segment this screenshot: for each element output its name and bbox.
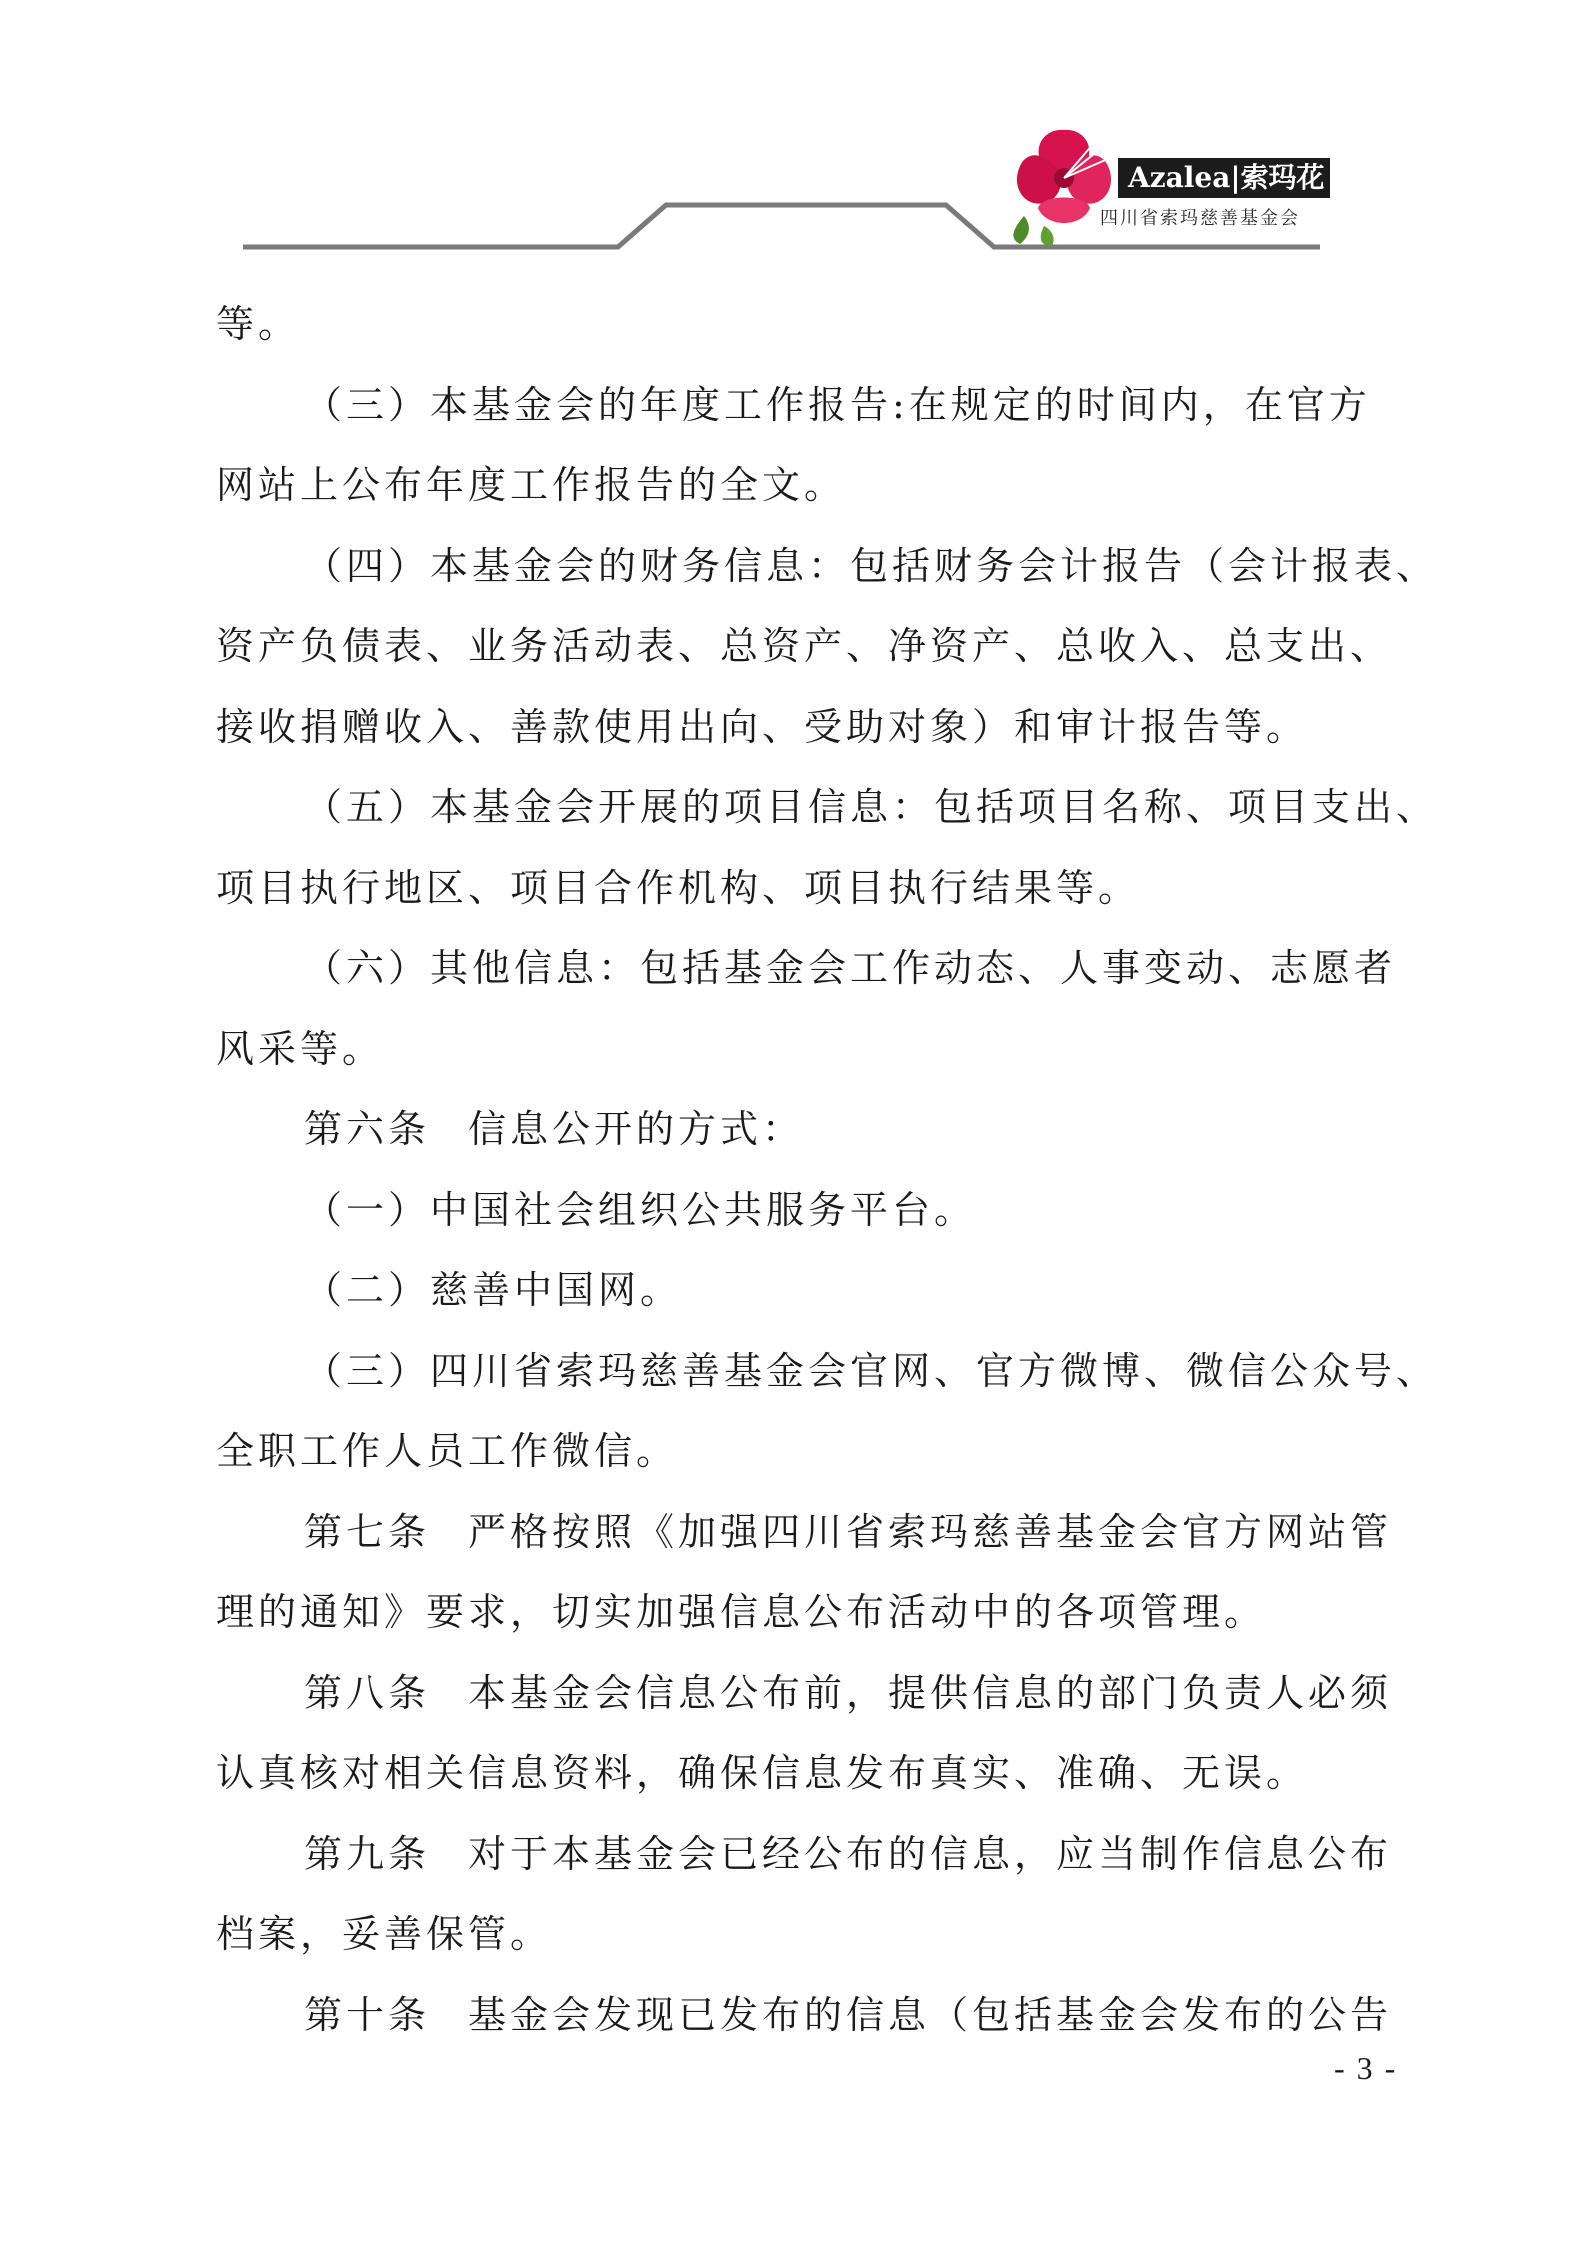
article-text: 严格按照《加强四川省索玛慈善基金会官方网站管 bbox=[468, 1509, 1393, 1554]
page-number: - 3 - bbox=[1334, 2050, 1398, 2086]
article-9 bbox=[216, 1828, 1396, 1909]
text-line: （一）中国社会组织公共服务平台。 bbox=[304, 1187, 977, 1232]
text-line: （六）其他信息：包括基金会工作动态、人事变动、志愿者 bbox=[304, 946, 1397, 990]
text-line: 接收捐赠收入、善款使用出向、受助对象）和审计报告等。 bbox=[216, 704, 1309, 749]
article-8 bbox=[216, 1667, 1396, 1748]
text-line: （四）本基金会的财务信息：包括财务会计报告（会计报表、 bbox=[304, 543, 1439, 588]
text-line: 风采等。 bbox=[216, 1026, 385, 1071]
logo-subtitle: 四川省索玛慈善基金会 bbox=[1100, 208, 1300, 229]
text-line: 档案，妥善保管。 bbox=[216, 1912, 553, 1956]
text-line: 网站上公布年度工作报告的全文。 bbox=[216, 463, 847, 507]
text-line: 理的通知》要求，切实加强信息公布活动中的各项管理。 bbox=[216, 1590, 1267, 1634]
article-heading: 第十条 bbox=[304, 1992, 431, 2037]
text-line: 等。 bbox=[216, 302, 301, 346]
article-text: 信息公开的方式： bbox=[468, 1107, 805, 1151]
text-line: 资产负债表、业务活动表、总资产、净资产、总收入、总支出、 bbox=[216, 624, 1393, 668]
article-heading: 第九条 bbox=[304, 1831, 431, 1876]
article-7 bbox=[216, 1506, 1396, 1587]
document-body bbox=[216, 298, 1439, 2069]
article-text: 对于本基金会已经公布的信息，应当制作信息公布 bbox=[468, 1831, 1393, 1876]
text-line: （二）慈善中国网。 bbox=[304, 1268, 683, 1312]
foundation-logo bbox=[1000, 118, 1330, 248]
text-line: 认真核对相关信息资料，确保信息发布真实、准确、无误。 bbox=[216, 1751, 1309, 1795]
logo-brand-text: Azalea|索玛花 bbox=[1118, 158, 1330, 198]
text-line: （五）本基金会开展的项目信息：包括项目名称、项目支出、 bbox=[304, 785, 1439, 829]
article-text: 本基金会信息公布前，提供信息的部门负责人必须 bbox=[468, 1670, 1393, 1715]
article-heading: 第六条 bbox=[304, 1107, 431, 1151]
article-10 bbox=[216, 1989, 1396, 2070]
article-text: 基金会发现已发布的信息（包括基金会发布的公告 bbox=[468, 1992, 1393, 2037]
article-heading: 第八条 bbox=[304, 1670, 431, 1715]
article-heading: 第七条 bbox=[304, 1509, 431, 1554]
text-line: （三）本基金会的年度工作报告:在规定的时间内，在官方 bbox=[304, 382, 1371, 427]
text-line: （三）四川省索玛慈善基金会官网、官方微博、微信公众号、 bbox=[304, 1348, 1439, 1393]
header-rule bbox=[0, 0, 1587, 260]
text-line: 项目执行地区、项目合作机构、项目执行结果等。 bbox=[216, 865, 1141, 910]
article-6 bbox=[216, 1103, 1396, 1184]
text-line: 全职工作人员工作微信。 bbox=[216, 1429, 679, 1473]
